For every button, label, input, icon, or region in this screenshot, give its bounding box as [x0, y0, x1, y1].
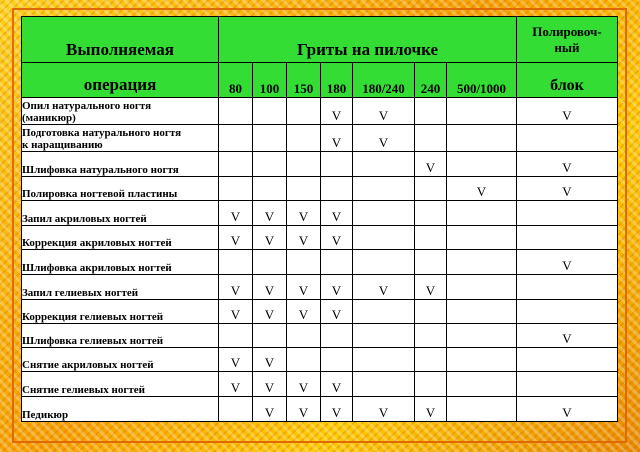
table-row: [22, 324, 618, 348]
grit-mark-cell: V: [219, 348, 253, 372]
table-row: [22, 348, 618, 372]
grit-mark-cell: [447, 397, 517, 422]
grit-mark-cell: [219, 397, 253, 422]
grit-mark-cell: V: [253, 226, 287, 250]
grit-mark-cell: [447, 98, 517, 125]
grit-mark-cell: [353, 372, 415, 397]
grit-mark-cell: [219, 98, 253, 125]
grit-mark-cell: [415, 300, 447, 324]
polish-block-mark-cell: [517, 275, 618, 300]
operation-cell: [22, 372, 219, 397]
operation-label-line: Шлифовка натурального ногтя: [22, 164, 179, 176]
grit-mark-cell: [219, 324, 253, 348]
grit-mark-cell: [219, 152, 253, 177]
operation-label-line: (маникюр): [22, 112, 76, 124]
grit-mark-cell: V: [415, 397, 447, 422]
operation-header-top: Выполняемая: [22, 17, 219, 63]
operation-label-line: Коррекция гелиевых ногтей: [22, 311, 164, 323]
grit-mark-cell: V: [447, 177, 517, 201]
grit-header-240: 240: [415, 63, 447, 98]
grit-mark-cell: [353, 177, 415, 201]
grit-mark-cell: [415, 177, 447, 201]
table-row: [22, 125, 618, 152]
operation-label-line: Опил натурального ногтя: [22, 100, 152, 112]
grit-mark-cell: V: [321, 125, 353, 152]
operation-cell: [22, 250, 219, 275]
polish-block-mark-cell: [517, 372, 618, 397]
grit-mark-cell: V: [219, 275, 253, 300]
operation-header-bottom: операция: [22, 63, 219, 98]
grit-mark-cell: V: [287, 397, 321, 422]
polish-block-mark-cell: V: [517, 152, 618, 177]
operation-cell: [22, 98, 219, 125]
grit-header-500-1000: 500/1000: [447, 63, 517, 98]
grit-mark-cell: V: [353, 275, 415, 300]
polish-label-line2: ный: [554, 39, 580, 55]
operation-cell: [22, 125, 219, 152]
grit-mark-cell: V: [253, 201, 287, 226]
polish-block-mark-cell: V: [517, 397, 618, 422]
polish-block-mark-cell: V: [517, 324, 618, 348]
grit-mark-cell: [415, 348, 447, 372]
grit-mark-cell: V: [253, 397, 287, 422]
grit-mark-cell: V: [321, 275, 353, 300]
operation-label-line: Педикюр: [22, 409, 69, 421]
operation-label-line: Подготовка натурального ногтя: [22, 127, 182, 139]
operation-label-line: Коррекция акриловых ногтей: [22, 237, 172, 249]
grit-header-150: 150: [287, 63, 321, 98]
grit-mark-cell: V: [287, 275, 321, 300]
operation-label-line: Шлифовка гелиевых ногтей: [22, 335, 164, 347]
grit-mark-cell: [219, 250, 253, 275]
grit-mark-cell: [219, 177, 253, 201]
grit-mark-cell: [253, 250, 287, 275]
polish-label-line1: Полировоч-: [532, 23, 602, 39]
grit-mark-cell: [253, 324, 287, 348]
grit-mark-cell: V: [415, 152, 447, 177]
grit-mark-cell: V: [415, 275, 447, 300]
grit-mark-cell: V: [253, 275, 287, 300]
grit-mark-cell: [287, 348, 321, 372]
grit-mark-cell: [415, 98, 447, 125]
grit-mark-cell: [321, 250, 353, 275]
grit-header-80: 80: [219, 63, 253, 98]
table-row: [22, 275, 618, 300]
grit-mark-cell: [353, 226, 415, 250]
operation-label-line: Снятие акриловых ногтей: [22, 359, 154, 371]
grit-mark-cell: [353, 348, 415, 372]
grit-mark-cell: V: [219, 201, 253, 226]
polish-block-mark-cell: V: [517, 177, 618, 201]
grit-mark-cell: V: [287, 226, 321, 250]
grit-mark-cell: [287, 250, 321, 275]
grit-mark-cell: [447, 125, 517, 152]
grit-mark-cell: V: [321, 226, 353, 250]
grit-mark-cell: [353, 152, 415, 177]
grit-mark-cell: V: [219, 300, 253, 324]
grit-mark-cell: [321, 348, 353, 372]
polish-block-mark-cell: [517, 125, 618, 152]
grit-mark-cell: [253, 98, 287, 125]
grit-mark-cell: [415, 324, 447, 348]
grit-mark-cell: [253, 125, 287, 152]
table-row: [22, 226, 618, 250]
operation-cell: [22, 397, 219, 422]
grit-mark-cell: V: [353, 98, 415, 125]
grit-mark-cell: V: [287, 300, 321, 324]
grit-header-100: 100: [253, 63, 287, 98]
grit-mark-cell: [447, 250, 517, 275]
grit-mark-cell: [447, 300, 517, 324]
grit-mark-cell: [353, 201, 415, 226]
operation-label-line: Шлифовка акриловых ногтей: [22, 262, 172, 274]
grit-header-180-240: 180/240: [353, 63, 415, 98]
grit-mark-cell: [447, 226, 517, 250]
grit-mark-cell: [415, 125, 447, 152]
grit-mark-cell: [287, 98, 321, 125]
operation-cell: [22, 201, 219, 226]
operation-cell: [22, 300, 219, 324]
grit-mark-cell: V: [253, 348, 287, 372]
grit-header-180: 180: [321, 63, 353, 98]
grit-mark-cell: [415, 250, 447, 275]
grit-mark-cell: [447, 372, 517, 397]
grit-mark-cell: [321, 324, 353, 348]
grit-mark-cell: V: [253, 372, 287, 397]
operation-cell: [22, 324, 219, 348]
operation-cell: [22, 348, 219, 372]
grit-mark-cell: V: [287, 201, 321, 226]
table-row: [22, 98, 618, 125]
grit-mark-cell: [287, 152, 321, 177]
operation-label-line: Полировка ногтевой пластины: [22, 188, 178, 200]
grit-mark-cell: [321, 152, 353, 177]
polish-block-mark-cell: [517, 226, 618, 250]
grit-mark-cell: [253, 152, 287, 177]
grit-mark-cell: [353, 324, 415, 348]
polish-block-mark-cell: [517, 201, 618, 226]
grit-mark-cell: [321, 177, 353, 201]
grit-mark-cell: V: [321, 372, 353, 397]
table-row: [22, 250, 618, 275]
grit-mark-cell: V: [321, 201, 353, 226]
grit-mark-cell: [353, 300, 415, 324]
grit-mark-cell: V: [287, 372, 321, 397]
grit-mark-cell: [447, 275, 517, 300]
grit-mark-cell: [415, 372, 447, 397]
operation-cell: [22, 152, 219, 177]
operation-cell: [22, 177, 219, 201]
grit-mark-cell: [447, 324, 517, 348]
grit-mark-cell: [447, 201, 517, 226]
grit-mark-cell: [287, 177, 321, 201]
operation-label-line: к наращиванию: [22, 139, 103, 151]
operation-label-line: Запил акриловых ногтей: [22, 213, 147, 225]
grit-mark-cell: [415, 226, 447, 250]
grit-mark-cell: [447, 348, 517, 372]
grit-table: [21, 16, 618, 422]
grit-mark-cell: [219, 125, 253, 152]
grit-mark-cell: V: [253, 300, 287, 324]
grit-mark-cell: [447, 152, 517, 177]
polish-header-top: [517, 17, 618, 63]
grit-mark-cell: [353, 250, 415, 275]
operation-label-line: Снятие гелиевых ногтей: [22, 384, 145, 396]
operation-label-line: Запил гелиевых ногтей: [22, 287, 139, 299]
polish-block-mark-cell: [517, 300, 618, 324]
grit-mark-cell: [287, 324, 321, 348]
grit-mark-cell: [287, 125, 321, 152]
grit-mark-cell: V: [353, 125, 415, 152]
grit-mark-cell: V: [321, 98, 353, 125]
grit-mark-cell: V: [321, 397, 353, 422]
grit-mark-cell: [415, 201, 447, 226]
operation-cell: [22, 275, 219, 300]
operation-cell: [22, 226, 219, 250]
grit-mark-cell: V: [321, 300, 353, 324]
table-row: [22, 300, 618, 324]
grit-mark-cell: V: [219, 372, 253, 397]
table-row: [22, 397, 618, 422]
grit-mark-cell: V: [219, 226, 253, 250]
polish-block-mark-cell: [517, 348, 618, 372]
grit-mark-cell: [253, 177, 287, 201]
table-row: [22, 177, 618, 201]
table-row: [22, 201, 618, 226]
polish-block-mark-cell: V: [517, 98, 618, 125]
grit-mark-cell: V: [353, 397, 415, 422]
polish-header-bottom: блок: [517, 63, 618, 98]
polish-block-mark-cell: V: [517, 250, 618, 275]
table-row: [22, 152, 618, 177]
table-row: [22, 372, 618, 397]
grits-title: Гриты на пилочке: [219, 17, 517, 63]
